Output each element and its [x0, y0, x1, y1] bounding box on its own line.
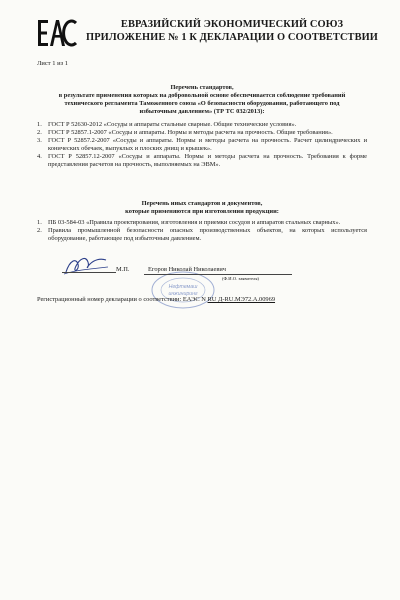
list-item-text: ГОСТ Р 52857.12-2007 «Сосуды и аппараты. Нормы и методы расчета на прочность. Требования к форме представления расчетов на прочность, выполняемых на ЭВМ». [48, 152, 367, 168]
list-item [37, 153, 367, 169]
eac-logo-icon [37, 18, 77, 48]
stamp-placeholder-label: М.П. [116, 266, 130, 273]
registration-number [37, 296, 275, 303]
list-item-number: 2. [37, 128, 42, 136]
header-union-title: ЕВРАЗИЙСКИЙ ЭКОНОМИЧЕСКИЙ СОЮЗ [120, 19, 344, 30]
section1-title-line: Перечень стандартов, [170, 84, 234, 91]
applicant-name-caption: (Ф.И.О. заявителя) [222, 276, 259, 281]
sheet-number: Лист 1 из 1 [37, 60, 69, 67]
section1-title-line: в результате применения которых на добровольной основе обеспечивается соблюдение требований [58, 92, 346, 99]
svg-text:Нефтемаш: Нефтемаш [168, 284, 198, 290]
list-item-text: ГОСТ Р 52857.1-2007 «Сосуды и аппараты. Нормы и методы расчета на прочность. Общие требования». [48, 128, 333, 136]
name-line [144, 274, 292, 275]
applicant-name: Егоров Николай Николаевич [148, 266, 226, 273]
list-item-number: 3. [37, 136, 42, 144]
list-item [37, 137, 367, 153]
section1-title-line: технического регламента Таможенного союза «О безопасности оборудования, работающего под [64, 100, 340, 107]
list-item-text: ПБ 03-584-03 «Правила проектирования, изготовления и приемки сосудов и аппаратов стальных сварных». [48, 219, 341, 226]
handwritten-signature [60, 254, 112, 278]
section2-title-line: которые применяются при изготовлении продукции: [125, 208, 279, 215]
section1-title-line: избыточным давлением» (ТР ТС 032/2013): [139, 108, 265, 115]
list-item [37, 121, 367, 129]
list-item-number: 2. [37, 226, 42, 234]
list-item-number: 4. [37, 152, 42, 160]
list-item-number: 1. [37, 219, 42, 226]
list-item [37, 219, 367, 227]
registration-value: RU Д-RU.МЭ72.А.00969 [207, 296, 276, 303]
section2-title [37, 200, 367, 216]
document-header [82, 18, 382, 44]
section2-title-line: Перечень иных стандартов и документов, [141, 200, 263, 207]
list-item [37, 227, 367, 243]
header-appendix-title: ПРИЛОЖЕНИЕ № 1 К ДЕКЛАРАЦИИ О СООТВЕТСТВИИ [86, 32, 378, 43]
registration-label: Регистрационный номер декларации о соответствии: ЕАЭС N [37, 296, 206, 303]
company-stamp [150, 270, 216, 310]
eac-logo [37, 18, 77, 48]
list-item-text: Правила промышленной безопасности опасных производственных объектов, на которых используется оборудование, работающее под избыточным давлением. [48, 226, 367, 242]
list-item-text: ГОСТ Р 52857.2-2007 «Сосуды и аппараты. Нормы и методы расчета на прочность. Расчет цилиндрических и конических обечаек, выпуклых и плоских днищ и крышек». [48, 136, 367, 152]
list-item [37, 129, 367, 137]
svg-text:инжиниринг: инжиниринг [168, 291, 198, 297]
section2-documents-list [37, 219, 367, 243]
signature-line [62, 272, 116, 273]
list-item-text: ГОСТ Р 52630-2012 «Сосуды и аппараты стальные сварные. Общие технические условия». [48, 121, 297, 128]
section1-title [37, 84, 367, 116]
list-item-number: 1. [37, 121, 42, 128]
section1-standards-list [37, 121, 367, 168]
